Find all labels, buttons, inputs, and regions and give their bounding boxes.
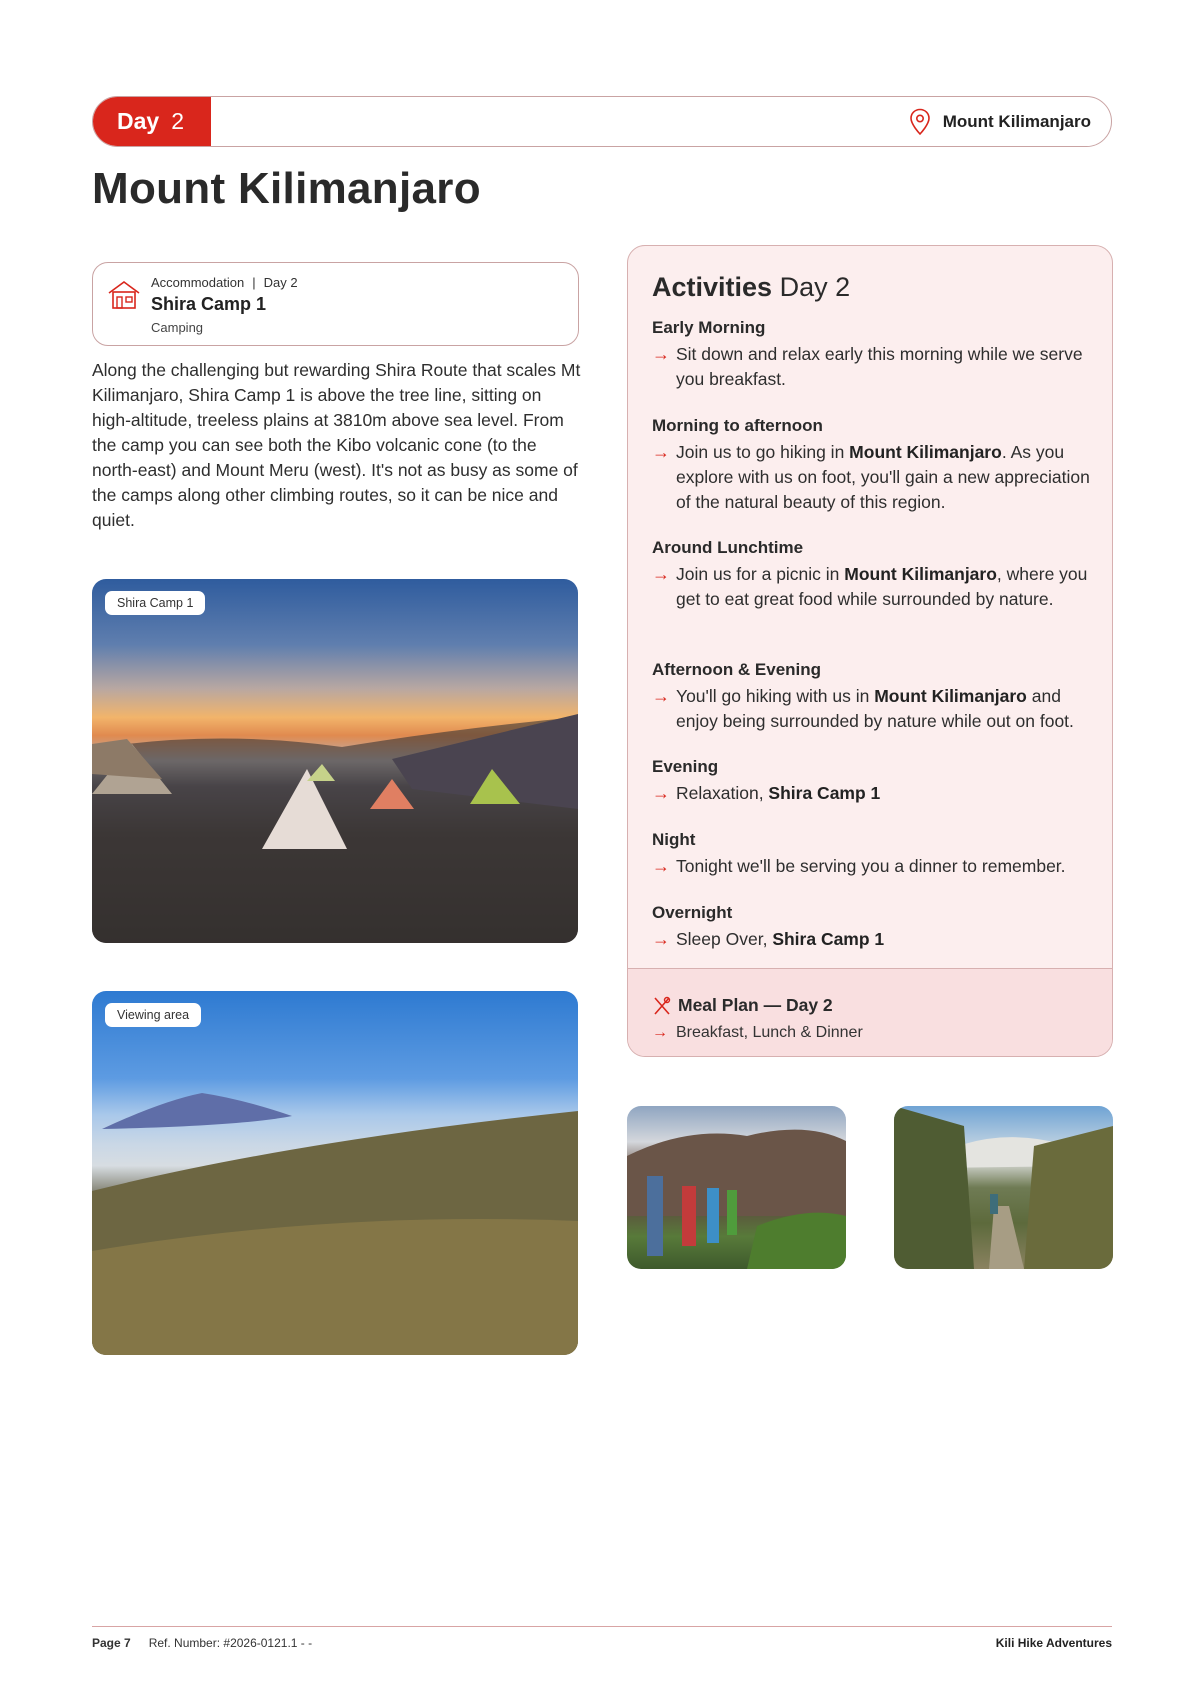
- activity-text: Sleep Over, Shira Camp 1: [676, 929, 885, 949]
- activity-time: Early Morning: [652, 318, 766, 337]
- viewing-area-photo: [92, 991, 578, 1355]
- photo-label: Shira Camp 1: [105, 591, 205, 615]
- activity-text: Join us for a picnic in Mount Kilimanjaro, where you get to eat great food while surrounded by nature.: [676, 564, 1088, 609]
- activities-heading-day: Day 2: [779, 272, 851, 302]
- page-footer: [92, 1626, 1112, 1652]
- activity-slot: [652, 318, 1092, 392]
- page-title: Mount Kilimanjaro: [92, 164, 481, 213]
- accommodation-name: Shira Camp 1: [151, 294, 267, 314]
- meal-plan-value: → Breakfast, Lunch & Dinner: [652, 1024, 863, 1041]
- day-header-bar: [92, 96, 1112, 147]
- hikers-illustration: [627, 1106, 846, 1269]
- arrow-right-icon: →: [652, 442, 670, 462]
- activity-text: Join us to go hiking in Mount Kilimanjaro. As you explore with us on foot, you'll gain a new appreciation of the natural beauty of this region.: [676, 442, 1090, 512]
- activity-time: Evening: [652, 757, 719, 776]
- trail-illustration: [894, 1106, 1113, 1269]
- activity-time: Around Lunchtime: [652, 538, 804, 557]
- day-number: 2: [171, 108, 184, 134]
- arrow-right-icon: →: [652, 564, 670, 584]
- footer-left: [92, 1636, 312, 1650]
- activity-text: Tonight we'll be serving you a dinner to remember.: [676, 856, 1066, 876]
- activities-heading-bold: Activities: [652, 272, 773, 302]
- company-name: Kili Hike Adventures: [995, 1636, 1112, 1650]
- activity-text: Sit down and relax early this morning while we serve you breakfast.: [676, 344, 1083, 389]
- activity-slot: [652, 757, 1092, 806]
- photo-label: Viewing area: [105, 1003, 201, 1027]
- map-pin-icon: [909, 108, 931, 136]
- day-word: Day: [117, 108, 160, 134]
- meal-plan-title: Meal Plan — Day 2: [652, 995, 833, 1016]
- activity-slot: [652, 660, 1092, 734]
- accommodation-card: [92, 262, 579, 346]
- activities-panel: [627, 245, 1113, 1057]
- accommodation-category: Accommodation: [151, 275, 245, 290]
- shira-camp-photo: [92, 579, 578, 943]
- meal-plan: [628, 968, 1112, 1057]
- activity-time: Afternoon & Evening: [652, 660, 822, 679]
- house-icon: [107, 279, 141, 311]
- location-text: Mount Kilimanjaro: [942, 111, 1091, 131]
- arrow-right-icon: →: [652, 856, 670, 876]
- accommodation-meta: Accommodation | Day 2: [151, 275, 298, 290]
- day-badge: [93, 97, 211, 146]
- arrow-right-icon: →: [652, 929, 670, 949]
- accommodation-day: Day 2: [263, 275, 298, 290]
- activity-slot: [652, 830, 1092, 879]
- arrow-right-icon: →: [652, 1024, 668, 1041]
- trail-photo: [894, 1106, 1113, 1269]
- activities-heading: [652, 272, 850, 303]
- accommodation-type: Camping: [151, 320, 204, 335]
- activity-time: Morning to afternoon: [652, 416, 823, 435]
- utensils-icon: [652, 996, 672, 1016]
- mountain-illustration: [92, 991, 578, 1355]
- page-number: Page 7: [92, 1636, 131, 1650]
- activity-slot: [652, 416, 1092, 515]
- arrow-right-icon: →: [652, 783, 670, 803]
- activity-slot: [652, 538, 1092, 612]
- arrow-right-icon: →: [652, 344, 670, 364]
- activity-text: Relaxation, Shira Camp 1: [676, 783, 881, 803]
- camp-description: Along the challenging but rewarding Shira Route that scales Mt Kilimanjaro, Shira Camp 1 is above the tree line, sitting on high-altitude, treeless plains at 3810m above sea level. From the camp you can see both the Kibo volcanic cone (to the north-east) and Mount Meru (west). It's not as busy as some of the camps along other climbing routes, so it can be nice and quiet.: [92, 360, 581, 530]
- tents-illustration: [92, 579, 578, 943]
- activity-time: Night: [652, 830, 696, 849]
- activity-slot: [652, 903, 1092, 952]
- arrow-right-icon: →: [652, 686, 670, 706]
- location-label: [909, 97, 1091, 146]
- hikers-photo: [627, 1106, 846, 1269]
- reference-number: Ref. Number: #2026-0121.1 - -: [148, 1636, 313, 1650]
- activity-text: You'll go hiking with us in Mount Kilimanjaro and enjoy being surrounded by nature while out on foot.: [676, 686, 1074, 731]
- activity-time: Overnight: [652, 903, 733, 922]
